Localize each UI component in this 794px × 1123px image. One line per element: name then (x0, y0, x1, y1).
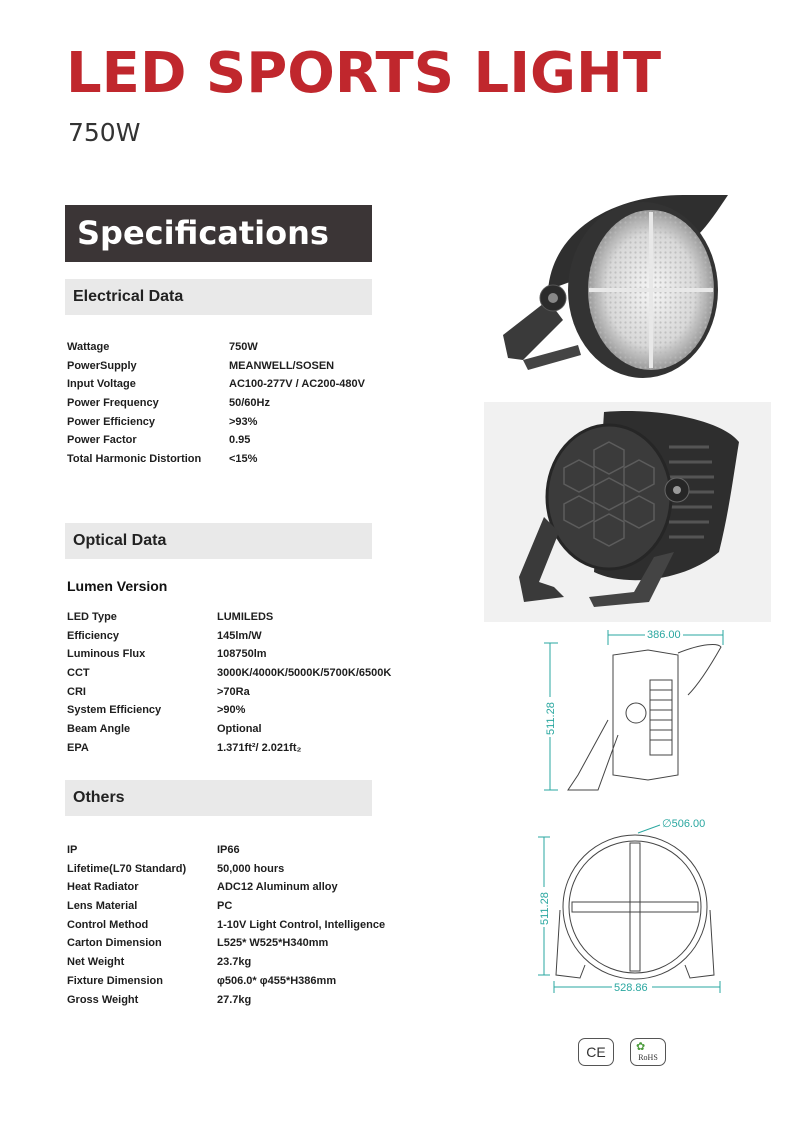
spec-value: 145lm/W (217, 629, 262, 642)
spec-key: Power Factor (67, 434, 137, 447)
spec-key: Power Efficiency (67, 415, 156, 428)
spec-key: PowerSupply (67, 359, 137, 372)
specifications-banner: Specifications (65, 205, 372, 262)
front-diameter-dim: ∅506.00 (662, 818, 706, 830)
others-header: Others (65, 780, 372, 816)
spec-key: System Efficiency (67, 704, 162, 717)
optical-data-header: Optical Data (65, 523, 372, 559)
spec-key: CRI (67, 685, 86, 698)
spec-value: ADC12 Aluminum alloy (217, 881, 338, 894)
ce-mark (578, 1038, 614, 1066)
spec-key: Lifetime(L70 Standard) (67, 862, 187, 875)
spec-key: Control Method (67, 918, 149, 931)
spec-key: Input Voltage (67, 378, 136, 391)
spec-value: 750W (229, 341, 258, 353)
lumen-version-heading: Lumen Version (67, 578, 168, 594)
front-height-dim: 511.28 (539, 892, 551, 925)
spec-value: >93% (229, 415, 258, 428)
spec-value: 3000K/4000K/5000K/5700K/6500K (217, 667, 392, 680)
rohs-label: RoHS (638, 1052, 658, 1062)
spec-value: PC (217, 900, 233, 913)
spec-key: Total Harmonic Distortion (67, 453, 202, 466)
spec-value: AC100-277V / AC200-480V (229, 378, 365, 391)
spec-key: Efficiency (67, 629, 119, 642)
front-width-dim: 528.86 (614, 982, 648, 994)
spec-value: Optional (217, 723, 262, 736)
spec-value: 1-10V Light Control, Intelligence (217, 918, 386, 931)
spec-value: 108750lm (217, 648, 267, 661)
spec-value: 23.7kg (217, 956, 252, 969)
spec-key: Heat Radiator (67, 881, 139, 894)
leaf-icon: ✿ (636, 1041, 646, 1053)
page-title: LED SPORTS LIGHT (66, 41, 662, 106)
spec-value: IP66 (217, 844, 240, 856)
wattage-subtitle: 750W (68, 118, 141, 147)
spec-key: Gross Weight (67, 993, 139, 1006)
spec-key: Luminous Flux (67, 648, 146, 661)
spec-key: Carton Dimension (67, 937, 162, 950)
spec-key: Fixture Dimension (67, 974, 163, 987)
spec-value: >90% (217, 704, 246, 717)
spec-value: L525* W525*H340mm (217, 937, 329, 950)
spec-value: 27.7kg (217, 993, 252, 1006)
side-height-dim: 511.28 (545, 702, 557, 735)
electrical-data-header: Electrical Data (65, 279, 372, 315)
product-photo-rear (484, 402, 771, 622)
spec-value: >70Ra (217, 685, 250, 698)
front-view-drawing (530, 815, 745, 1000)
spec-value: 1.371ft²/ 2.021ft₂ (217, 741, 302, 754)
spec-value: MEANWELL/SOSEN (229, 359, 335, 372)
spec-key: EPA (67, 741, 89, 754)
side-width-dim: 386.00 (647, 629, 681, 641)
spec-key: CCT (67, 667, 90, 680)
ce-label: CE (586, 1044, 606, 1060)
spec-key: IP (67, 844, 78, 856)
spec-key: Beam Angle (67, 723, 131, 736)
spec-key: Net Weight (67, 956, 125, 969)
spec-value: LUMILEDS (217, 611, 274, 623)
side-view-drawing (538, 625, 748, 800)
product-photo-front (493, 190, 733, 385)
spec-key: Wattage (67, 341, 110, 353)
spec-value: 50/60Hz (229, 397, 270, 410)
rohs-mark (630, 1038, 666, 1066)
spec-key: Power Frequency (67, 397, 159, 410)
spec-key: Lens Material (67, 900, 138, 913)
spec-value: <15% (229, 453, 258, 466)
spec-value: 0.95 (229, 434, 251, 447)
spec-value: 50,000 hours (217, 862, 285, 875)
spec-value: φ506.0* φ455*H386mm (217, 974, 337, 987)
spec-key: LED Type (67, 611, 117, 623)
